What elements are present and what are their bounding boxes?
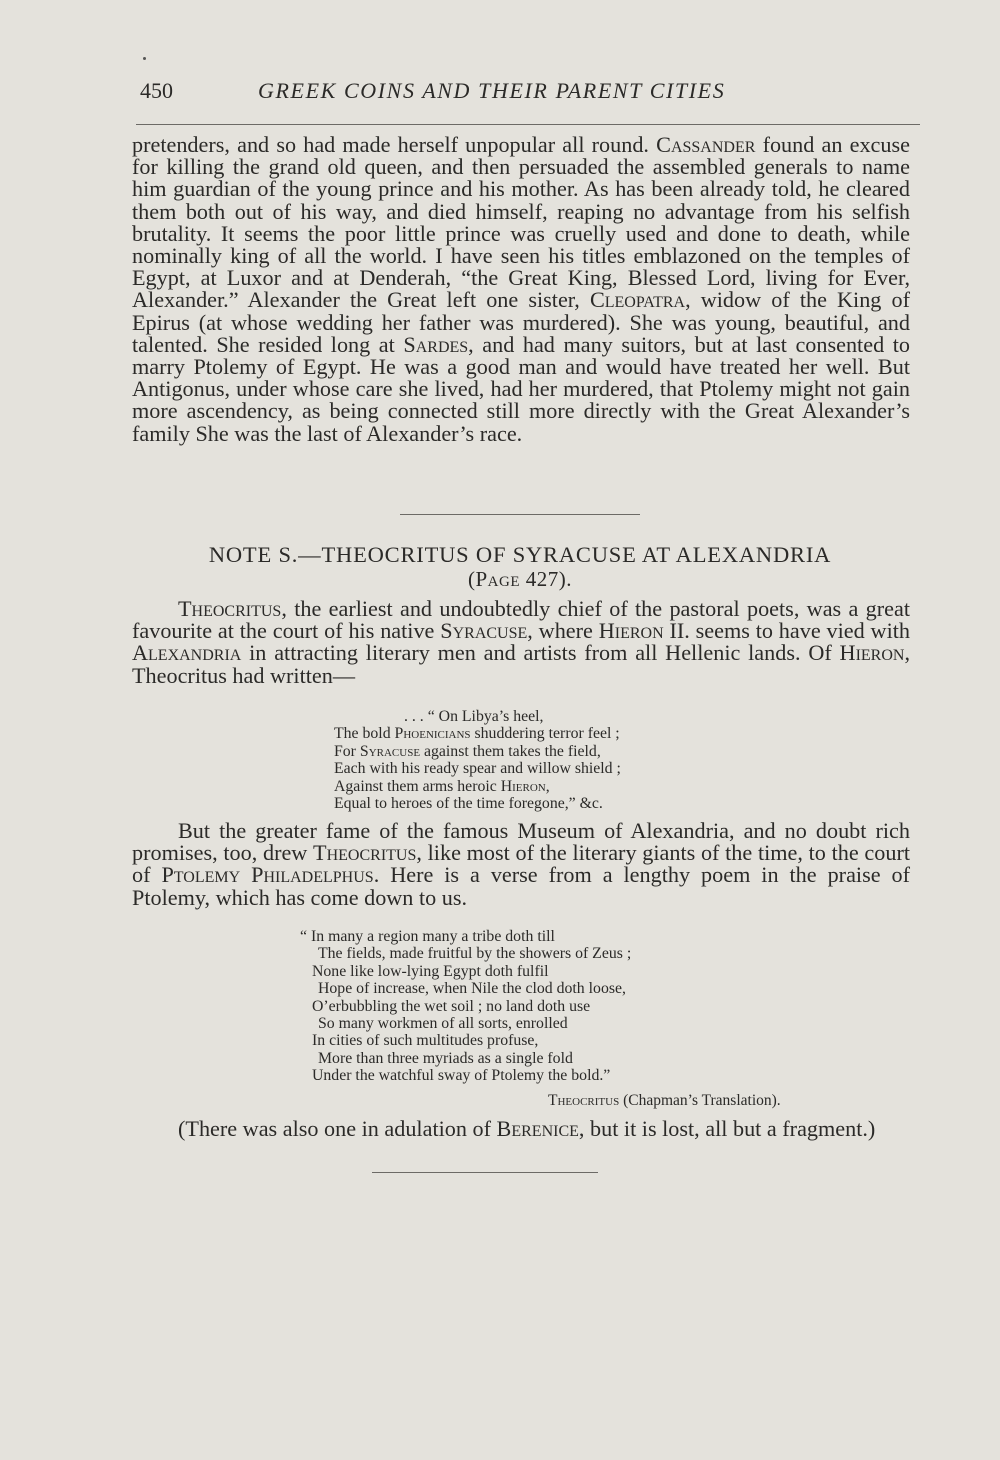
ink-speck [143,57,146,60]
verse-attribution [548,1092,781,1110]
text-run: , but it is lost, all but a fragment.) [578,1116,876,1141]
text-run: , and had many suitors, but at last consented to marry Ptolemy of Egypt. He was a good man and would have treated her well. But Antigonus, under whose care she lived, had her murdered, that Ptolemy might not gain more ascendency, as being connected still more directly with the Great Alexander’s family She was the last of Alexander’s race. [132,331,910,446]
note-page-reference [130,567,910,591]
text-run: , the earliest and undoubtedly chief of the pastoral poets, was a great favourite at the court of his native [132,596,910,644]
text-run: Hope of increase, when Nile the clod doth loose, [318,980,626,998]
text-run: , where [527,618,599,644]
text-run: Equal to heroes of the time foregone,” &c. [334,795,603,813]
name-hieron: Hieron [598,618,664,644]
paragraph-text [132,1118,910,1140]
name-theocritus: Theocritus [548,1092,620,1109]
name-syracuse: Syracuse [440,618,528,644]
verse-line [300,998,631,1015]
verse-line [300,1050,631,1067]
text-run: , like most of the literary giants of the time, to the court of [132,840,911,888]
verse-line [300,1015,631,1032]
text-run: The bold [334,725,395,743]
verse-line [334,778,621,795]
section-divider [400,514,640,515]
name-hieron: Hieron [500,777,546,795]
text-run: age [487,567,520,591]
text-run: . Here is a verse from a lengthy poem in the praise of Ptolemy, which has come down to us. [132,862,911,910]
text-run: II. seems to have vied with [663,618,910,644]
header-rule [136,124,920,125]
name-phoenicians: Phoenicians [394,725,471,743]
name-sardes: Sardes [403,331,469,357]
text-run: 427). [520,567,572,591]
running-title: GREEK COINS AND THEIR PARENT CITIES [258,78,726,103]
text-run: Under the watchful sway of Ptolemy the bold.” [312,1067,611,1085]
paragraph-theocritus [132,598,910,687]
text-run: Against them arms heroic [334,777,501,795]
verse-line [300,1067,631,1084]
name-hieron: Hieron [839,640,905,666]
text-run: But the greater fame of the famous Museum of Alexandria, and no doubt rich promises, too, drew [132,818,910,866]
text-run: , widow of the King of Epirus (at whose wedding her father was murdered). She was young, beautiful, and talented. She resided long at [132,287,910,357]
verse-line [300,1032,631,1049]
text-run: “ In many a region many a tribe doth till [300,928,555,945]
text-run: against them takes the field, [420,742,601,760]
text-run: pretenders, and so had made herself unpopular all round. [132,132,657,157]
paragraph-cassander [132,134,910,445]
verse-line [334,725,621,742]
text-run: . . . “ On Libya’s heel, [404,708,544,725]
paragraph-berenice [132,1118,910,1140]
text-run: , Theocritus had written— [132,640,910,688]
text-run: More than three myriads as a single fold [318,1049,573,1067]
name-theocritus: Theocritus [313,840,417,866]
verse-line [300,945,631,962]
verse-line [300,980,631,997]
text-run: (There was also one in adulation of [178,1116,497,1141]
text-run: In cities of such multitudes profuse, [312,1032,539,1050]
verse-line [300,963,631,980]
name-berenice: Berenice [496,1116,579,1141]
text-run: O’erbubbling the wet soil ; no land doth use [312,997,591,1015]
verse-ptolemy [300,928,631,1085]
verse-line [334,708,621,725]
text-run: For [334,742,360,760]
text-run: So many workmen of all sorts, enrolled [318,1015,568,1033]
verse-hieron [334,708,621,812]
text-run: Each with his ready spear and willow shield ; [334,760,621,778]
paragraph-museum [132,820,910,909]
name-alexandria: Alexandria [132,640,242,666]
paragraph-text [132,820,910,909]
verse-line [334,743,621,760]
name-cassander: Cassander [656,132,756,157]
name-theocritus: Theocritus [178,596,282,621]
text-run: shuddering terror feel ; [470,725,620,743]
note-heading: NOTE S.—THEOCRITUS OF SYRACUSE AT ALEXANDRIA [208,542,832,567]
verse-line [334,760,621,777]
verse-line [334,795,621,812]
text-run: (Chapman’s Translation). [619,1092,781,1109]
text-run: (P [467,567,488,591]
paragraph-text [132,598,910,687]
name-ptolemy-philadelphus: Ptolemy Philadelphus [161,862,374,888]
text-run: found an excuse for killing the grand old queen, and then persuaded the assembled generals to name him guardian of the young prince and his mother. As has been already told, he cleared them both out of his way, and died himself, reaping no advantage from his selfish brutality. It seems the poor little prince was cruelly used and done to death, while nominally king of all the world. I have seen his titles emblazoned on the temples of Egypt, at Luxor and at Denderah, “the Great King, Blessed Lord, living for Ever, Alexander.” Alexander the Great left one sister, [132,132,910,313]
text-run: None like low-lying Egypt doth fulfil [312,962,549,980]
name-syracuse: Syracuse [359,742,421,760]
page-header [140,78,920,114]
name-cleopatra: Cleopatra [589,287,686,313]
text-run: The fields, made fruitful by the showers of Zeus ; [318,945,632,963]
verse-line [300,928,631,945]
text-run: , [545,777,550,795]
text-run: in attracting literary men and artists from all Hellenic lands. Of [241,640,840,666]
closing-divider [372,1172,598,1173]
page-number: 450 [140,78,173,103]
paragraph-text [132,134,910,445]
